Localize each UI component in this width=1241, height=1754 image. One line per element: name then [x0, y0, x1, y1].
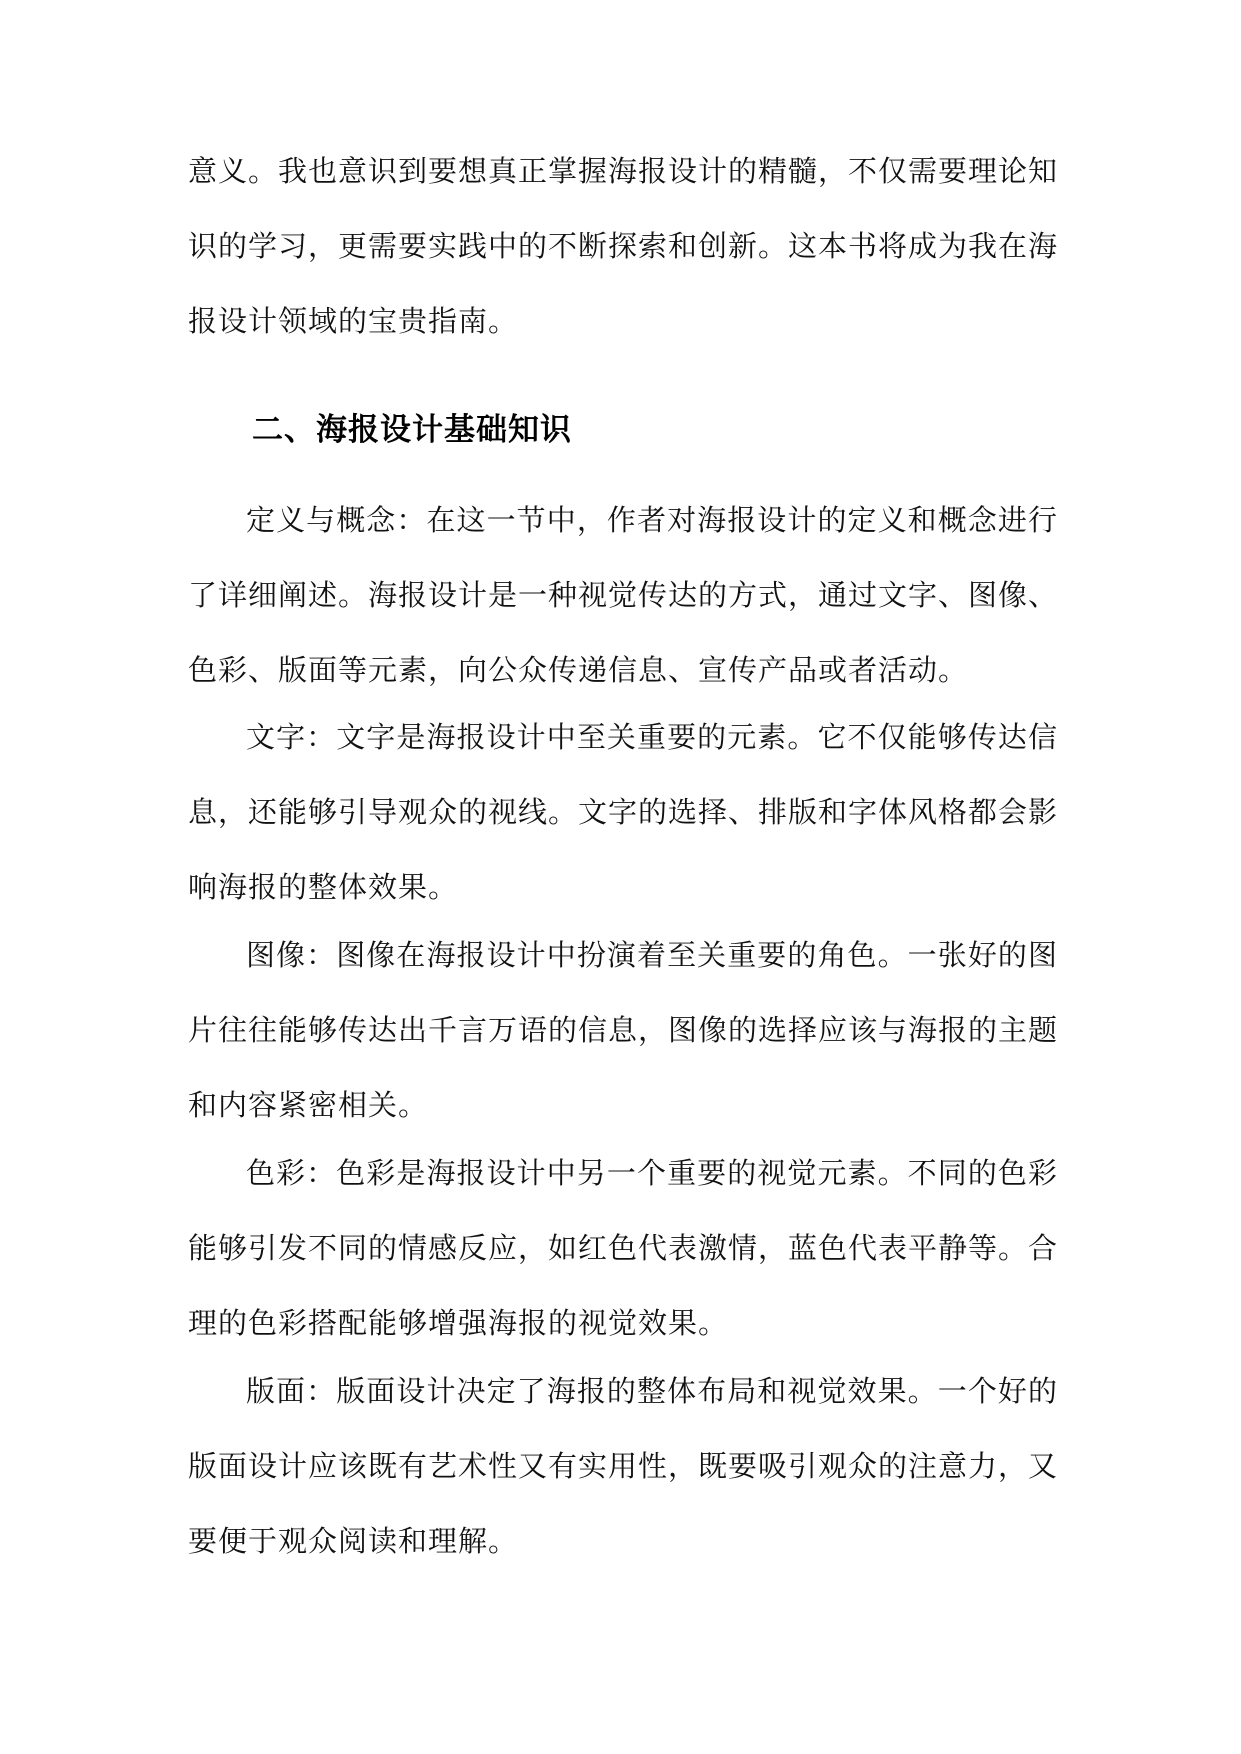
paragraph-definition: 定义与概念：在这一节中，作者对海报设计的定义和概念进行了详细阐述。海报设计是一种视觉传达的方式，通过文字、图像、色彩、版面等元素，向公众传递信息、宣传产品或者活动。: [188, 503, 1059, 687]
section-heading: 二、海报设计基础知识: [252, 412, 572, 448]
paragraph-layout: 版面：版面设计决定了海报的整体布局和视觉效果。一个好的版面设计应该既有艺术性又有实用性，既要吸引观众的注意力，又要便于观众阅读和理解。: [188, 1374, 1059, 1558]
paragraph-image: 图像：图像在海报设计中扮演着至关重要的角色。一张好的图片往往能够传达出千言万语的信息，图像的选择应该与海报的主题和内容紧密相关。: [188, 938, 1059, 1122]
intro-paragraph: 意义。我也意识到要想真正掌握海报设计的精髓，不仅需要理论知识的学习，更需要实践中的不断探索和创新。这本书将成为我在海报设计领域的宝贵指南。: [188, 154, 1059, 338]
paragraph-color: 色彩：色彩是海报设计中另一个重要的视觉元素。不同的色彩能够引发不同的情感反应，如红色代表激情，蓝色代表平静等。合理的色彩搭配能够增强海报的视觉效果。: [188, 1156, 1059, 1340]
paragraph-text: 文字：文字是海报设计中至关重要的元素。它不仅能够传达信息，还能够引导观众的视线。文字的选择、排版和字体风格都会影响海报的整体效果。: [188, 720, 1059, 904]
